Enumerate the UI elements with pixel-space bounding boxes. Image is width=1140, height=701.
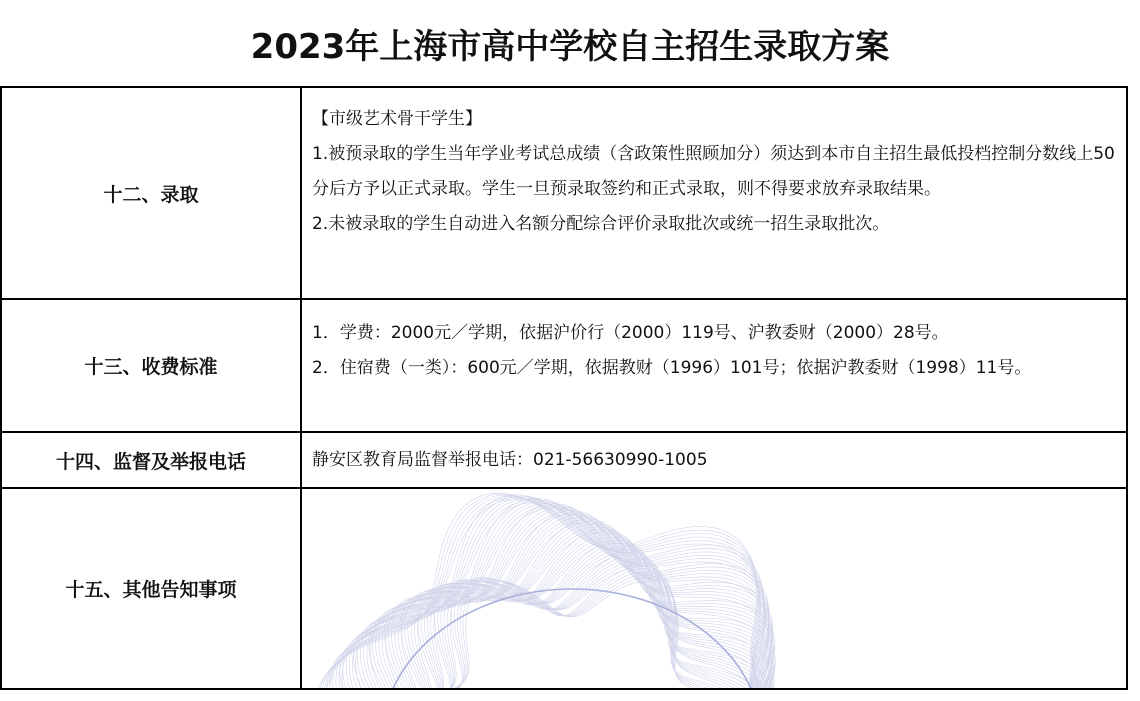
watermark-wave-line [375, 540, 769, 688]
watermark-wave-line [383, 566, 761, 688]
watermark-wave-line [369, 511, 775, 689]
watermark-wave-line [373, 530, 772, 688]
watermark-wave-line [371, 518, 773, 688]
watermark-wave-line [371, 532, 773, 688]
watermark-svg [302, 489, 1126, 688]
guilloche-rosette-watermark-icon [302, 489, 1126, 688]
hotline-text: 静安区教育局监督举报电话：021-56630990-1005 [312, 449, 708, 470]
watermark-wave-line [372, 520, 772, 688]
row-content-admission [302, 88, 1126, 300]
watermark-wave-line [357, 506, 787, 688]
watermark-wave-line [354, 504, 791, 688]
watermark-wave-line [336, 499, 809, 688]
watermark-wave-line [360, 508, 783, 688]
watermark-wave-line [369, 519, 776, 688]
watermark-wave-line [318, 494, 826, 688]
watermark-wave-line [370, 514, 774, 688]
watermark-wave-line [370, 513, 775, 688]
watermark-wave-line [379, 552, 764, 688]
watermark-wave-line [372, 527, 773, 688]
watermark-wave-line [342, 503, 802, 689]
watermark-wave-line [390, 575, 755, 688]
row-content-other [302, 489, 1126, 688]
watermark-wave-line [356, 508, 789, 688]
row-content-hotline [302, 433, 1126, 489]
watermark-wave-line [383, 562, 761, 688]
watermark-wave-line [370, 515, 773, 688]
watermark-wave-line [349, 504, 795, 688]
watermark-wave-line [387, 568, 757, 688]
watermark-wave-line [374, 537, 771, 688]
watermark-wave-line [387, 572, 756, 688]
watermark-wave-line [343, 500, 801, 688]
watermark-wave-line [330, 499, 815, 688]
watermark-wave-line [321, 495, 823, 688]
watermark-wave-line [324, 496, 821, 688]
watermark-wave-line [385, 565, 759, 688]
row-content-fees [302, 300, 1126, 433]
watermark-wave-line [374, 543, 770, 688]
watermark-wave-line [373, 535, 772, 689]
watermark-wave-line [370, 529, 774, 688]
watermark-wave-line [315, 493, 829, 688]
watermark-wave-line [339, 501, 805, 688]
watermark-wave-line [378, 549, 767, 688]
admission-plan-table [0, 86, 1128, 690]
row-label-admission: 十二、录取 [2, 88, 302, 300]
watermark-wave-line [381, 555, 763, 688]
page-title: 2023年上海市高中学校自主招生录取方案 [250, 27, 890, 67]
watermark-wave-line [346, 502, 798, 688]
watermark-wave-line [385, 569, 758, 688]
watermark-wave-line [370, 522, 775, 688]
row-label-fees: 十三、收费标准 [2, 300, 302, 433]
watermark-wave-line [374, 532, 770, 688]
watermark-wave-line [381, 559, 763, 688]
watermark-wave-line [327, 498, 818, 688]
content-line: 1．学费：2000元／学期，依据沪价行（2000）119号、沪教委财（2000）28号。 [312, 323, 949, 343]
watermark-wave-line [376, 546, 768, 688]
watermark-wave-line [394, 581, 750, 688]
watermark-wave-line [330, 496, 815, 688]
watermark-wave-line [333, 498, 811, 688]
content-line: 2．住宿费（一类）：600元／学期，依据教财（1996）101号；依据沪教委财（1998）11号。 [312, 358, 1032, 378]
watermark-wave-line [392, 578, 752, 688]
watermark-inner-ring [382, 589, 762, 688]
watermark-wave-line [373, 540, 772, 688]
watermark-wave-line [377, 553, 767, 689]
row-label-hotline: 十四、监督及举报电话 [2, 433, 302, 489]
watermark-wave-line [377, 543, 767, 688]
watermark-wave-line [364, 510, 781, 688]
watermark-wave-line [327, 495, 818, 688]
watermark-wave-line [379, 556, 765, 689]
content-line: 2.未被录取的学生自动进入名额分配综合评价录取批次或统一招生录取批次。 [312, 214, 890, 234]
watermark-wave-line [371, 524, 774, 688]
watermark-wave-line [373, 523, 771, 689]
watermark-wave-line [340, 498, 805, 688]
watermark-wave-line [352, 506, 791, 689]
watermark-wave-line [367, 512, 777, 688]
content-line: 【市级艺术骨干学生】 [312, 109, 482, 129]
content-line: 1.被预录取的学生当年学业考试总成绩（含政策性照顾加分）须达到本市自主招生最低投档控制分数线上50分后方予以正式录取。学生一旦预录取签约和正式录取，则不得要求放弃录取结果。 [312, 144, 1115, 199]
row-label-other: 十五、其他告知事项 [2, 489, 302, 688]
